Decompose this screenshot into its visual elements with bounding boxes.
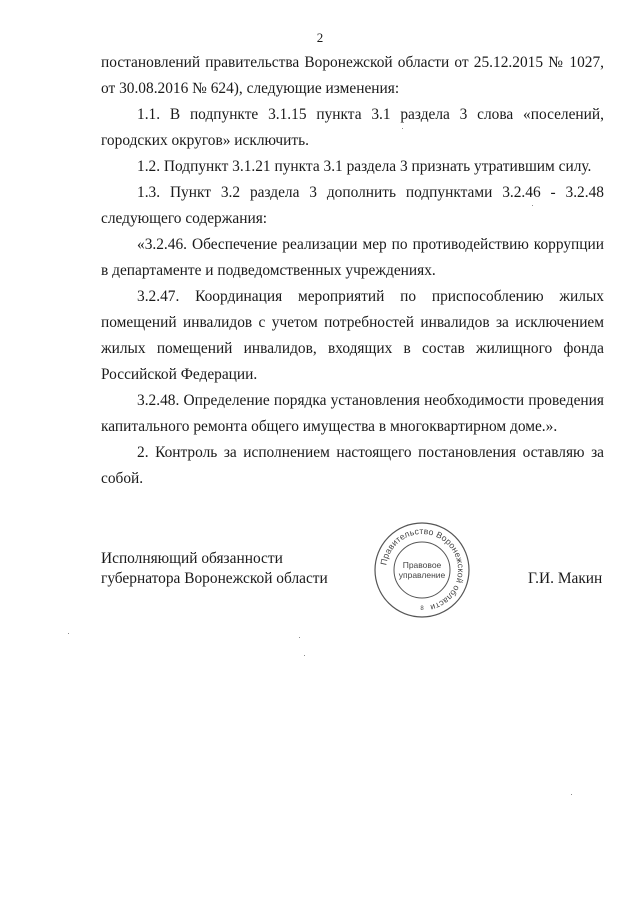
signature-position-line-1: Исполняющий обязанности [101,550,283,567]
svg-text:управление: управление [398,570,446,580]
paragraph-item-3-2-46: «3.2.46. Обеспечение реализации мер по противодействию коррупции в департаменте и подведомственных учреждениях. [101,236,604,279]
paragraph-item-3-2-47: 3.2.47. Координация мероприятий по приспособлению жилых помещений инвалидов с учетом потребностей инвалидов за исключением жилых помещений инвалидов, входящих в состав жилищного фонда Российской Федерации. [101,288,604,383]
paragraph-item-2: 2. Контроль за исполнением настоящего постановления оставляю за собой. [101,444,604,487]
official-stamp [372,520,472,620]
paragraph-item-1-2: 1.2. Подпункт 3.1.21 пункта 3.1 раздела 3 признать утратившим силу. [137,158,592,175]
stamp-seal-icon [372,520,472,620]
scan-speck [571,794,572,795]
scan-speck [299,637,300,638]
signature-position [101,549,328,589]
svg-text:8: 8 [420,606,424,612]
scan-speck [68,633,69,634]
scan-speck [532,205,533,206]
svg-text:Правительство Воронежской обла: Правительство Воронежской области [378,525,467,613]
svg-text:Правовое: Правовое [402,560,442,570]
signature-name: Г.И. Макин [528,570,603,587]
paragraph-item-1-1: 1.1. В подпункте 3.1.15 пункта 3.1 раздела 3 слова «поселений, городских округов» исключить. [101,106,604,149]
page-number: 2 [316,30,324,45]
paragraph-item-3-2-48: 3.2.48. Определение порядка установления необходимости проведения капитального ремонта общего имущества в многоквартирном доме.». [101,392,604,435]
scan-speck [402,128,403,129]
signature-position-line-2: губернатора Воронежской области [101,570,328,587]
scan-speck [304,655,305,656]
document-body [101,50,604,492]
paragraph-item-1-3: 1.3. Пункт 3.2 раздела 3 дополнить подпунктами 3.2.46 - 3.2.48 следующего содержания: [101,184,604,227]
paragraph-continuation: постановлений правительства Воронежской области от 25.12.2015 № 1027, от 30.08.2016 № 624), следующие изменения: [101,54,604,97]
